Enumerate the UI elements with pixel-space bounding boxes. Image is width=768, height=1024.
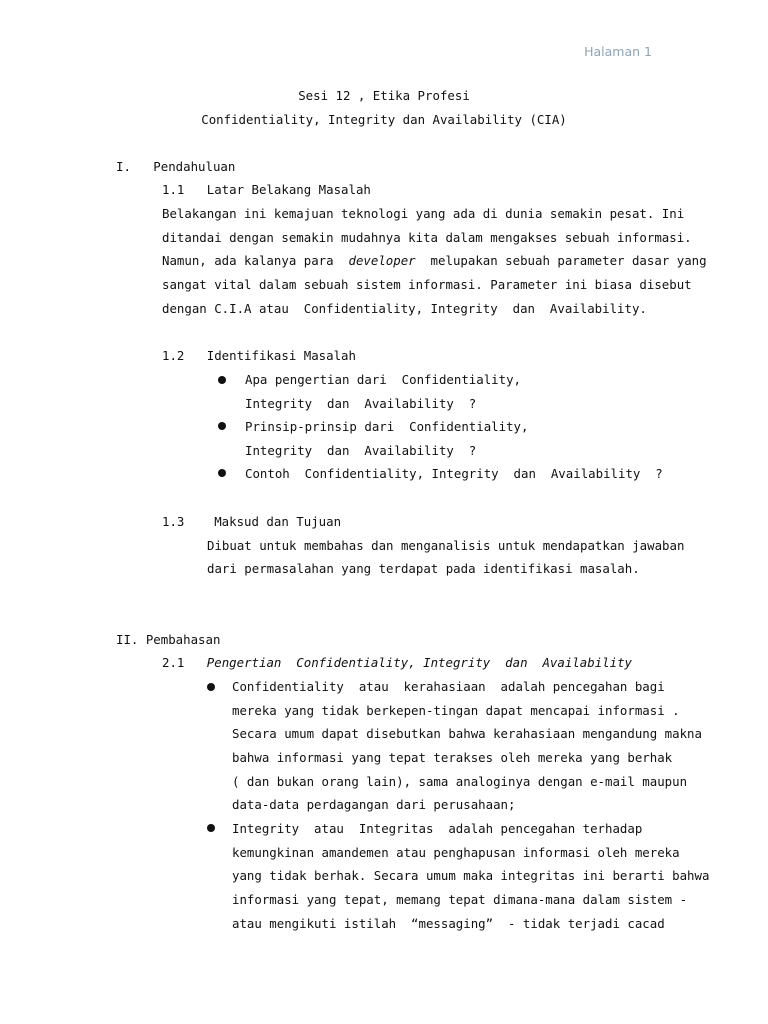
- paragraph-line: dengan C.I.A atau Confidentiality, Integrity dan Availability.: [162, 301, 647, 316]
- subsection-heading-latar-belakang: 1.1 Latar Belakang Masalah: [162, 182, 371, 197]
- subsection-heading-identifikasi: 1.2 Identifikasi Masalah: [162, 348, 356, 363]
- emphasis-developer: developer: [348, 253, 416, 268]
- list-item-line: Secara umum dapat disebutkan bahwa kerahasiaan mengandung makna: [232, 726, 702, 741]
- list-item-line: informasi yang tepat, memang tepat dimana-mana dalam sistem -: [232, 892, 688, 907]
- bullet-icon: [218, 422, 226, 430]
- paragraph-line: dari permasalahan yang terdapat pada identifikasi masalah.: [207, 561, 640, 576]
- bullet-icon: [207, 824, 215, 832]
- paragraph-line: ditandai dengan semakin mudahnya kita dalam mengakses sebuah informasi.: [162, 230, 692, 245]
- list-item-line: yang tidak berhak. Secara umum maka integritas ini berarti bahwa: [232, 868, 710, 883]
- list-item-continuation: Integrity dan Availability ?: [245, 396, 477, 411]
- bullet-icon: [218, 469, 226, 477]
- bullet-icon: [218, 376, 226, 384]
- subsection-title: Pengertian Confidentiality, Integrity dan Availability: [206, 655, 632, 670]
- list-item: Contoh Confidentiality, Integrity dan Availability ?: [245, 466, 663, 481]
- list-item-line: Confidentiality atau kerahasiaan adalah pencegahan bagi: [232, 679, 665, 694]
- subsection-heading-pengertian: [162, 655, 632, 671]
- paragraph-line: Dibuat untuk membahas dan menganalisis untuk mendapatkan jawaban: [207, 538, 685, 553]
- list-item-line: bahwa informasi yang tepat terakses oleh mereka yang berhak: [232, 750, 673, 765]
- paragraph-line: sangat vital dalam sebuah sistem informasi. Parameter ini biasa disebut: [162, 277, 692, 292]
- list-item-line: atau mengikuti istilah “messaging” - tidak terjadi cacad: [232, 916, 665, 931]
- list-item-line: ( dan bukan orang lain), sama analoginya dengan e-mail maupun: [232, 774, 688, 789]
- list-item-continuation: Integrity dan Availability ?: [245, 443, 477, 458]
- list-item-line: kemungkinan amandemen atau penghapusan informasi oleh mereka: [232, 845, 680, 860]
- list-item: Apa pengertian dari Confidentiality,: [245, 372, 522, 387]
- subsection-number: 2.1: [162, 655, 185, 670]
- list-item-line: mereka yang tidak berkepen-tingan dapat mencapai informasi .: [232, 703, 680, 718]
- list-item-line: data-data perdagangan dari perusahaan;: [232, 797, 516, 812]
- bullet-icon: [207, 683, 215, 691]
- text-run: Namun, ada kalanya para: [162, 253, 349, 268]
- subsection-heading-maksud: 1.3 Maksud dan Tujuan: [162, 514, 342, 529]
- section-heading-pembahasan: II. Pembahasan: [116, 632, 221, 647]
- document-title: Sesi 12 , Etika Profesi: [298, 88, 470, 103]
- document-subtitle: Confidentiality, Integrity dan Availability (CIA): [201, 112, 567, 127]
- page-number: Halaman 1: [584, 44, 652, 59]
- paragraph-line: Belakangan ini kemajuan teknologi yang ada di dunia semakin pesat. Ini: [162, 206, 685, 221]
- text-run: melupakan sebuah parameter dasar yang: [415, 253, 707, 268]
- section-heading-pendahuluan: I. Pendahuluan: [116, 159, 236, 174]
- paragraph-line: [162, 253, 707, 269]
- list-item: Prinsip-prinsip dari Confidentiality,: [245, 419, 529, 434]
- list-item-line: Integrity atau Integritas adalah pencegahan terhadap: [232, 821, 643, 836]
